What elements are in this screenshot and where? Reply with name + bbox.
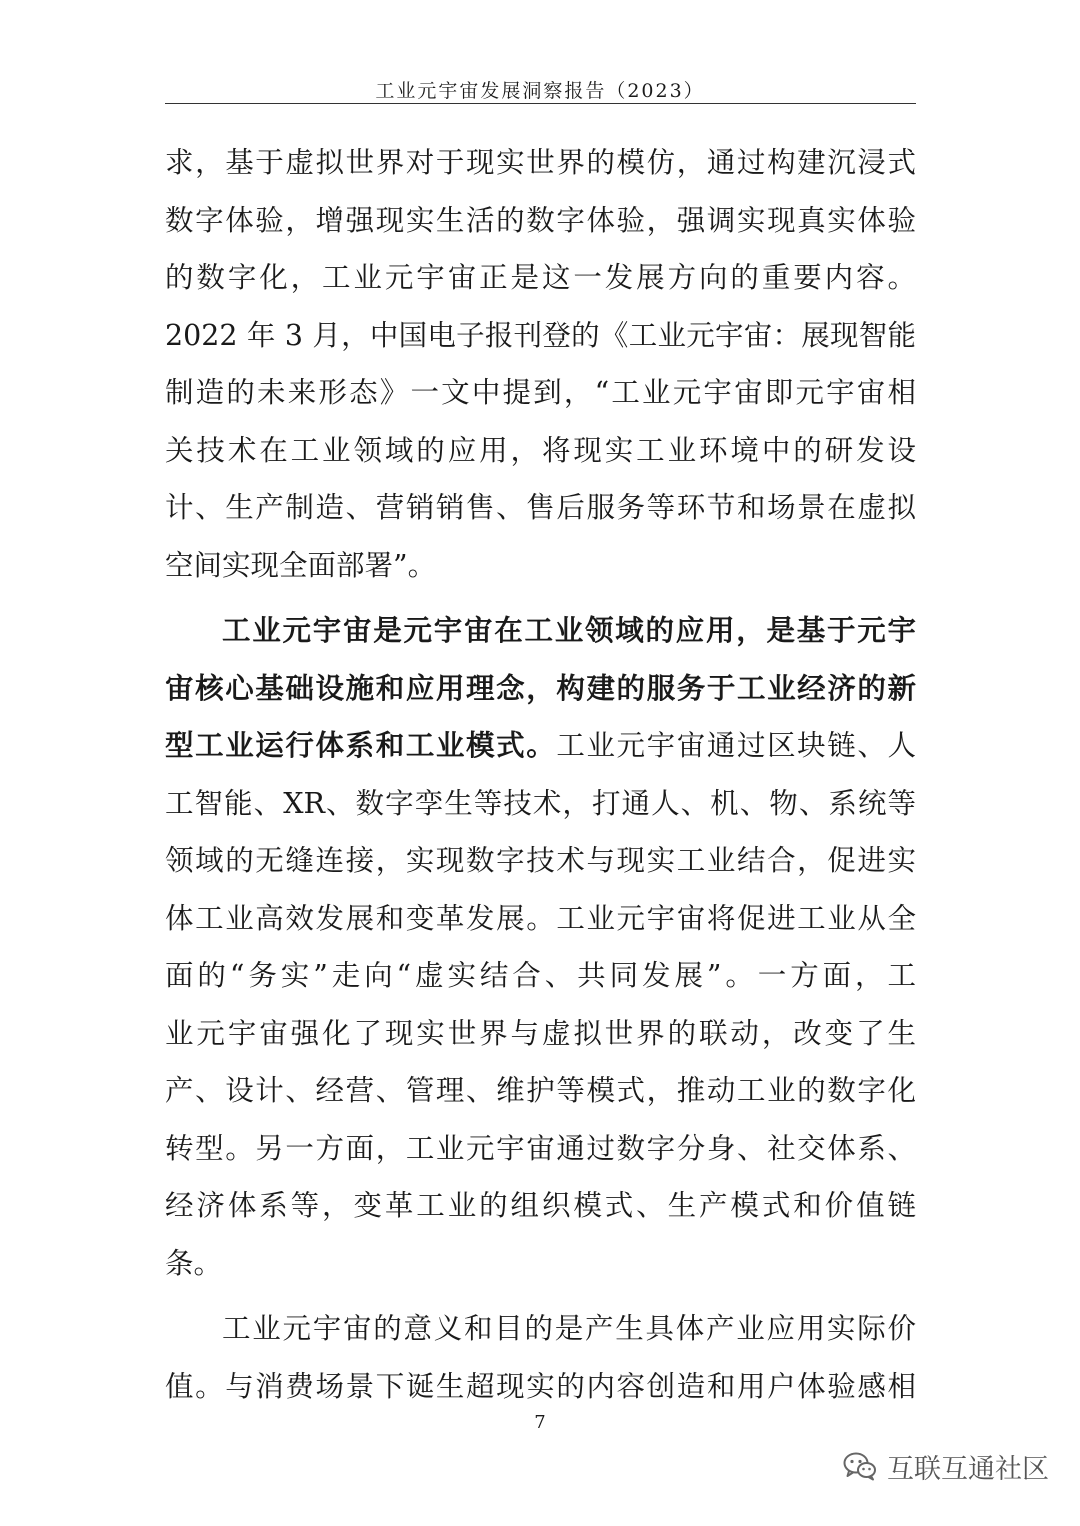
text-line: 面的“务实”走向“虚实结合、共同发展”。一方面，工 bbox=[165, 959, 916, 992]
text-line: 的数字化，工业元宇宙正是这一发展方向的重要内容。 bbox=[165, 261, 916, 294]
header-divider bbox=[165, 103, 916, 104]
paragraph-spacing bbox=[165, 1292, 916, 1300]
text-line: 工业元宇宙的意义和目的是产生具体产业应用实际价 bbox=[222, 1312, 916, 1345]
text-line: 计、生产制造、营销销售、售后服务等环节和场景在虚拟 bbox=[165, 491, 916, 524]
text-line: 条。 bbox=[165, 1246, 223, 1280]
text-line: 求，基于虚拟世界对于现实世界的模仿，通过构建沉浸式 bbox=[165, 146, 916, 179]
regular-run: 工业元宇宙通过区块链、人 bbox=[556, 729, 916, 762]
bold-text-line: 工业元宇宙是元宇宙在工业领域的应用，是基于元宇 bbox=[222, 614, 916, 647]
body-text bbox=[165, 134, 916, 1415]
paragraph-2 bbox=[165, 602, 916, 1292]
text-line: 2022 年 3 月，中国电子报刊登的《工业元宇宙：展现智能 bbox=[165, 318, 916, 352]
paragraph-1 bbox=[165, 134, 916, 594]
text-line: 转型。另一方面，工业元宇宙通过数字分身、社交体系、 bbox=[165, 1131, 916, 1165]
paragraph-3 bbox=[165, 1300, 916, 1415]
text-line bbox=[165, 717, 916, 775]
watermark bbox=[843, 1446, 1049, 1486]
text-line: 体工业高效发展和变革发展。工业元宇宙将促进工业从全 bbox=[165, 901, 916, 935]
wechat-icon bbox=[843, 1451, 877, 1481]
bold-text-line: 宙核心基础设施和应用理念，构建的服务于工业经济的新 bbox=[165, 671, 916, 705]
text-line: 经济体系等，变革工业的组织模式、生产模式和价值链 bbox=[165, 1189, 916, 1222]
text-line: 值。与消费场景下诞生超现实的内容创造和用户体验感相 bbox=[165, 1369, 916, 1403]
text-line: 关技术在工业领域的应用，将现实工业环境中的研发设 bbox=[165, 433, 916, 467]
text-line: 产、设计、经营、管理、维护等模式，推动工业的数字化 bbox=[165, 1074, 916, 1107]
bold-run: 型工业运行体系和工业模式。 bbox=[165, 729, 557, 762]
page-number: 7 bbox=[534, 1412, 546, 1433]
text-line: 领域的无缝连接，实现数字技术与现实工业结合，促进实 bbox=[165, 844, 916, 877]
text-line: 空间实现全面部署”。 bbox=[165, 548, 437, 582]
text-line: 制造的未来形态》一文中提到，“工业元宇宙即元宇宙相 bbox=[165, 376, 916, 409]
text-line: 工智能、XR、数字孪生等技术，打通人、机、物、系统等 bbox=[165, 786, 916, 820]
running-header: 工业元宇宙发展洞察报告（2023） bbox=[375, 80, 705, 102]
watermark-text: 互联互通社区 bbox=[887, 1453, 1049, 1485]
paragraph-spacing bbox=[165, 594, 916, 602]
text-line: 业元宇宙强化了现实世界与虚拟世界的联动，改变了生 bbox=[165, 1016, 916, 1050]
text-line: 数字体验，增强现实生活的数字体验，强调实现真实体验 bbox=[165, 203, 916, 237]
